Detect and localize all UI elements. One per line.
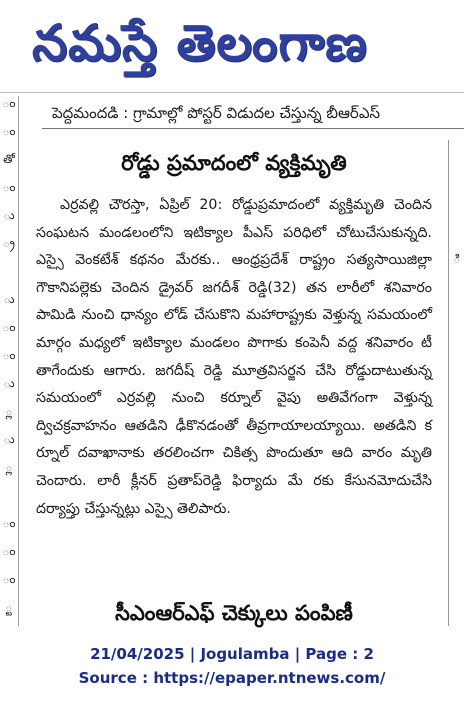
right-margin-fragment xyxy=(449,448,464,476)
right-margin-fragment xyxy=(449,168,464,196)
right-margin-fragment xyxy=(449,420,464,448)
top-strip-caption: పెద్దమందడి : గ్రామాల్లో పోస్టర్ విడుదల చేస్తున్న బీఆర్ఎస్ xyxy=(52,104,381,122)
left-margin-fragment: ం xyxy=(2,320,16,334)
left-margin-fragment: ్ల xyxy=(5,460,13,474)
article xyxy=(28,138,440,586)
right-margin-fragment xyxy=(449,280,464,308)
right-margin-fragment xyxy=(449,392,464,420)
next-article-headline: సీఎంఆర్ఎఫ్ చెక్కులు పంపిణీ xyxy=(115,601,353,625)
left-margin-fragment: ం xyxy=(2,96,16,110)
left-margin-fragment: ు xyxy=(3,376,15,390)
right-margin-fragment xyxy=(449,364,464,392)
right-margin-fragment xyxy=(449,532,464,560)
masthead xyxy=(0,0,464,88)
right-margin-fragment xyxy=(449,196,464,224)
article-headline: రోడ్డు ప్రమాదంలో వ్యక్తిమృతి xyxy=(121,151,347,175)
right-margin-fragment xyxy=(449,504,464,532)
top-strip xyxy=(42,100,464,129)
left-margin-fragment: ్ర xyxy=(3,236,15,250)
left-margin-fragment: ం xyxy=(2,544,16,558)
right-margin-fragment xyxy=(449,308,464,336)
left-margin-fragment: ు xyxy=(3,208,15,222)
left-margin-fragment: ు xyxy=(3,292,15,306)
footer xyxy=(0,628,464,704)
left-margin-fragment: ్ట xyxy=(5,600,13,614)
left-margin-fragment: తో xyxy=(3,152,15,166)
right-margin-column xyxy=(448,140,464,626)
left-margin-fragment: ం xyxy=(2,348,16,362)
left-margin-fragment xyxy=(0,488,18,516)
right-margin-fragment: ి xyxy=(453,252,461,266)
left-margin-column xyxy=(0,96,19,626)
left-margin-fragment: ం xyxy=(2,516,16,530)
right-margin-fragment xyxy=(449,140,464,168)
left-margin-fragment: ం xyxy=(2,124,16,138)
article-body: ఎర్రవల్లి చౌరస్తా, ఏప్రిల్ 20: రోడ్డుప్రమాదంలో వ్యక్తిమృతి చెందిన సంఘటన మండలంలోని ఇటిక్యాల పీఎస్ పరిధిలో చోటుచేసుకున్నది. ఎస్సై వెంకటేశ్ కథనం మేరకు.. ఆంధ్రప్రదేశ్ రాష్ట్రం సత్యసాయిజిల్లా గౌకానిపల్లెకు చెందిన డ్రైవర్ జగదీశ్ రెడ్డి(32) తన లారీలో శనివారం పామిడి నుంచి ధాన్యం లోడ్ చేసుకొని మహారాష్ట్రకు వెళ్తున్న సమయంలో మార్గం మధ్యలో ఇటిక్యాల మండలం పొగాకు కంపెనీ వద్ద శనివారం టీ తాగేందుకు ఆగారు. జగదీష్ రెడ్డి మూత్రవిసర్జన చేసి రోడ్డుదాటుతున్న సమయంలో ఎర్రవల్లి నుంచి కర్నూల్ వైపు అతివేగంగా వెళ్తున్న ద్విచక్రవాహనం ఆతడిని ఢీకొనడంతో తీవ్రగాయాలయ్యాయి. అతడిని క ర్నూల్ దవాఖానాకు తరలించగా చికిత్స పొందుతూ ఆది వారం మృతి చెందారు. లారీ క్లీనర్ ప్రతాప్‌రెడ్డి ఫిర్యాదు మే రకు కేసునమోదుచేసి దర్యాప్తు చేస్తున్నట్లు ఎస్సై తెలిపారు. xyxy=(36,197,432,517)
left-margin-fragment: ్ల xyxy=(5,404,13,418)
right-margin-fragment xyxy=(449,224,464,252)
right-margin-fragment xyxy=(449,476,464,504)
right-margin-fragment xyxy=(449,336,464,364)
footer-source-line: Source : https://epaper.ntnews.com/ xyxy=(78,669,386,687)
right-margin-fragment xyxy=(449,560,464,588)
left-margin-fragment: ం xyxy=(2,180,16,194)
newspaper-title: నమస్తే తెలంగాణ xyxy=(32,14,368,72)
footer-date-line: 21/04/2025 | Jogulamba | Page : 2 xyxy=(90,645,374,663)
left-margin-fragment: ం xyxy=(2,572,16,586)
masthead-divider xyxy=(0,92,464,93)
left-margin-fragment: ు xyxy=(3,432,15,446)
left-margin-fragment xyxy=(0,264,18,292)
